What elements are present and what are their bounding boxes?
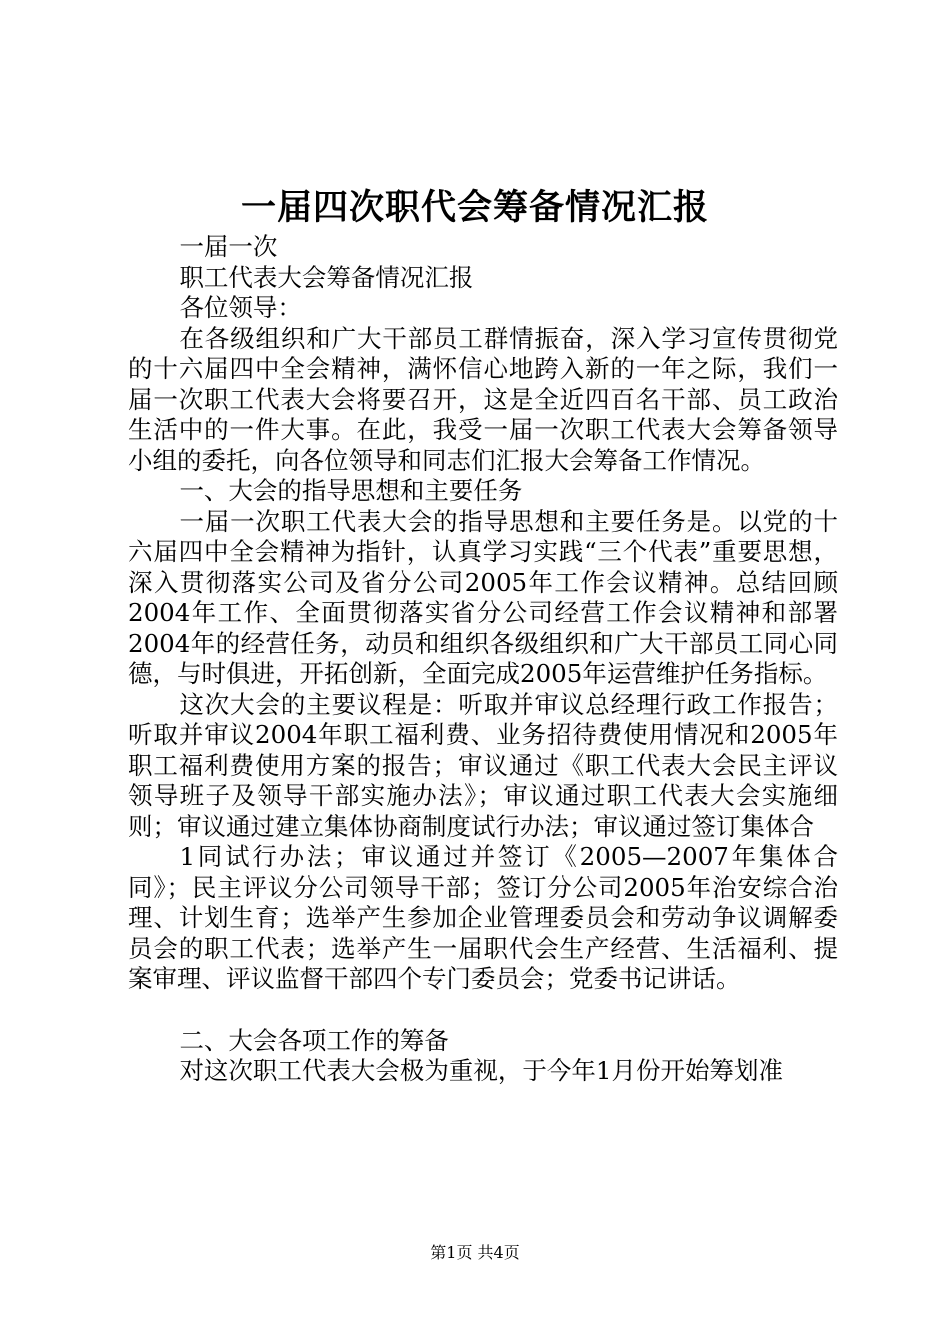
section-heading: 二、大会各项工作的筹备	[179, 1025, 449, 1055]
document-body	[128, 232, 838, 1087]
page-footer: 第1页 共4页	[430, 1243, 520, 1262]
paragraph: 在各级组织和广大干部员工群情振奋，深入学习宣传贯彻党的十六届四中全会精神，满怀信心地跨入新的一年之际，我们一届一次职工代表大会将要召开，这是全近四百名干部、员工政治生活中的一件大事。在此，我受一届一次职工代表大会筹备领导小组的委托，向各位领导和同志们汇报大会筹备工作情况。	[128, 323, 838, 475]
salutation: 各位领导：	[179, 293, 302, 322]
document-title: 一届四次职代会筹备情况汇报	[240, 187, 709, 228]
paragraph: 职工代表大会筹备情况汇报	[179, 262, 474, 292]
section-heading: 一、大会的指导思想和主要任务	[179, 476, 523, 505]
paragraph: 对这次职工代表大会极为重视，于今年1月份开始筹划准	[179, 1056, 784, 1085]
paragraph: 一届一次职工代表大会的指导思想和主要任务是。以党的十六届四中全会精神为指针，认真学习实践“三个代表”重要思想，深入贯彻落实公司及省分公司2005年工作会议精神。总结回顾2004年工作、全面贯彻落实省分公司经营工作会议精神和部署2004年的经营任务，动员和组织各级组织和广大干部员工同心同德，与时俱进，开拓创新，全面完成2005年运营维护任务指标。	[128, 506, 838, 688]
paragraph: 1同试行办法；审议通过并签订《2005—2007年集体合同》；民主评议分公司领导干部；签订分公司2005年治安综合治理、计划生育；选举产生参加企业管理委员会和劳动争议调解委员会的职工代表；选举产生一届职代会生产经营、生活福利、提案审理、评议监督干部四个专门委员会；党委书记讲话。	[128, 842, 838, 993]
paragraph: 一届一次	[179, 232, 278, 261]
paragraph: 这次大会的主要议程是：听取并审议总经理行政工作报告；听取并审议2004年职工福利费、业务招待费使用情况和2005年职工福利费使用方案的报告；审议通过《职工代表大会民主评议领导班子及领导干部实施办法》；审议通过职工代表大会实施细则；审议通过建立集体协商制度试行办法；审议通过签订集体合	[128, 689, 838, 841]
